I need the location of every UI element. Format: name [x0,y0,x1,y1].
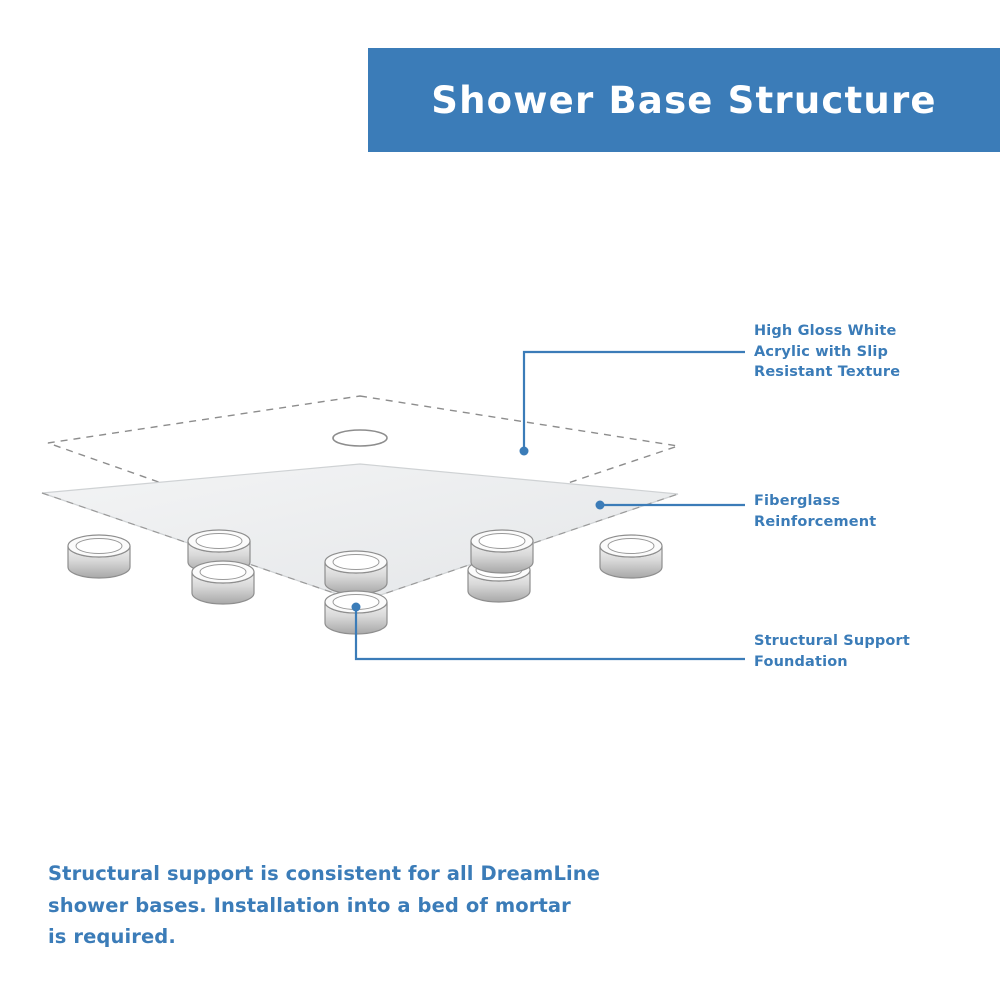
callout-line: Structural Support [754,633,910,649]
leader-line-acrylic [524,352,745,451]
callout-line: Acrylic with Slip [754,343,888,360]
support-ring [192,561,254,604]
footer-note [48,858,668,953]
callout-line: Foundation [754,653,848,670]
footer-line: shower bases. Installation into a bed of mortar [48,893,571,917]
support-ring [325,551,387,594]
footer-line: is required. [48,925,176,949]
page-title: Shower Base Structure [431,78,937,122]
support-ring [600,535,662,578]
support-ring [68,535,130,578]
leader-dot-fiberglass [596,501,605,510]
support-ring [471,530,533,573]
callout-label-fiberglass [754,491,984,532]
callout-line: High Gloss White [754,323,897,339]
drain-opening-icon [333,430,387,446]
callout-line: Fiberglass [754,493,841,509]
callout-line: Reinforcement [754,513,877,530]
leader-dot-support [352,603,361,612]
leader-dot-acrylic [520,447,529,456]
footer-line: Structural support is consistent for all DreamLine [48,862,601,885]
callout-label-acrylic [754,321,984,383]
leader-line-support [356,607,745,659]
callout-line: Resistant Texture [754,364,901,381]
callout-label-support [754,631,984,672]
